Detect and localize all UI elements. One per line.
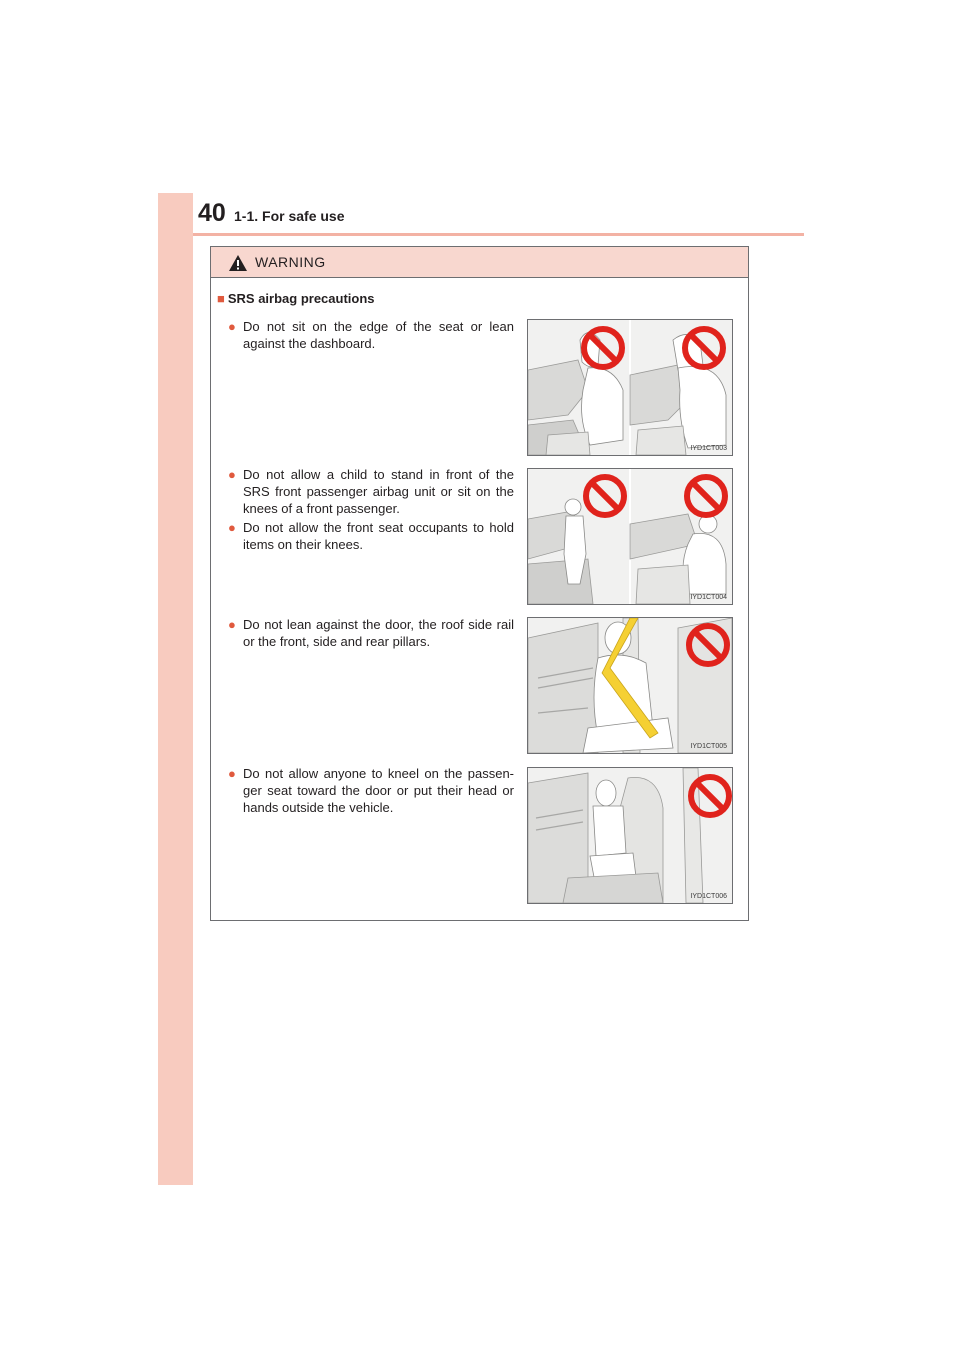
warning-item-text: Do not allow the front seat occupants to hold items on their knees. xyxy=(243,520,514,552)
warning-item-text: Do not lean against the door, the roof side rail or the front, side and rear pillars. xyxy=(243,617,514,649)
warning-item xyxy=(228,765,514,816)
section-title: 1-1. For safe use xyxy=(234,208,345,224)
warning-item xyxy=(228,466,514,517)
bullet-icon: ● xyxy=(228,520,236,535)
warning-item-text: Do not sit on the edge of the seat or lean against the dashboard. xyxy=(243,319,514,351)
illustration-seat-edge xyxy=(527,319,733,456)
bullet-icon: ● xyxy=(228,766,236,781)
warning-header xyxy=(211,247,748,278)
bullet-icon: ● xyxy=(228,467,236,482)
subheading xyxy=(217,291,375,306)
warning-item xyxy=(228,616,514,650)
illustration-kneel-seat xyxy=(527,767,733,904)
warning-title: WARNING xyxy=(255,254,326,270)
warning-box xyxy=(210,246,749,921)
warning-item-text: Do not allow a child to stand in front of the SRS front passenger airbag unit or sit on the knees of a front passenger. xyxy=(243,467,514,516)
figure-code: IYD1CT004 xyxy=(690,594,727,601)
illustration-lean-door xyxy=(527,617,733,754)
warning-item xyxy=(228,318,514,352)
figure-code: IYD1CT003 xyxy=(690,445,727,452)
figure-code: IYD1CT005 xyxy=(690,743,727,750)
bullet-icon: ● xyxy=(228,319,236,334)
figure-code: IYD1CT006 xyxy=(690,893,727,900)
warning-triangle-icon xyxy=(228,254,248,272)
square-bullet-icon: ■ xyxy=(217,291,225,306)
page-number: 40 xyxy=(198,199,226,227)
subheading-text: SRS airbag precautions xyxy=(227,291,375,306)
side-tab-band xyxy=(158,193,193,1185)
illustration-child-front xyxy=(527,468,733,605)
warning-item-text: Do not allow anyone to kneel on the passen- ger seat toward the door or put their head or hands outside the vehicle. xyxy=(243,766,514,815)
bullet-icon: ● xyxy=(228,617,236,632)
warning-item xyxy=(228,519,514,553)
header-rule xyxy=(193,233,804,236)
